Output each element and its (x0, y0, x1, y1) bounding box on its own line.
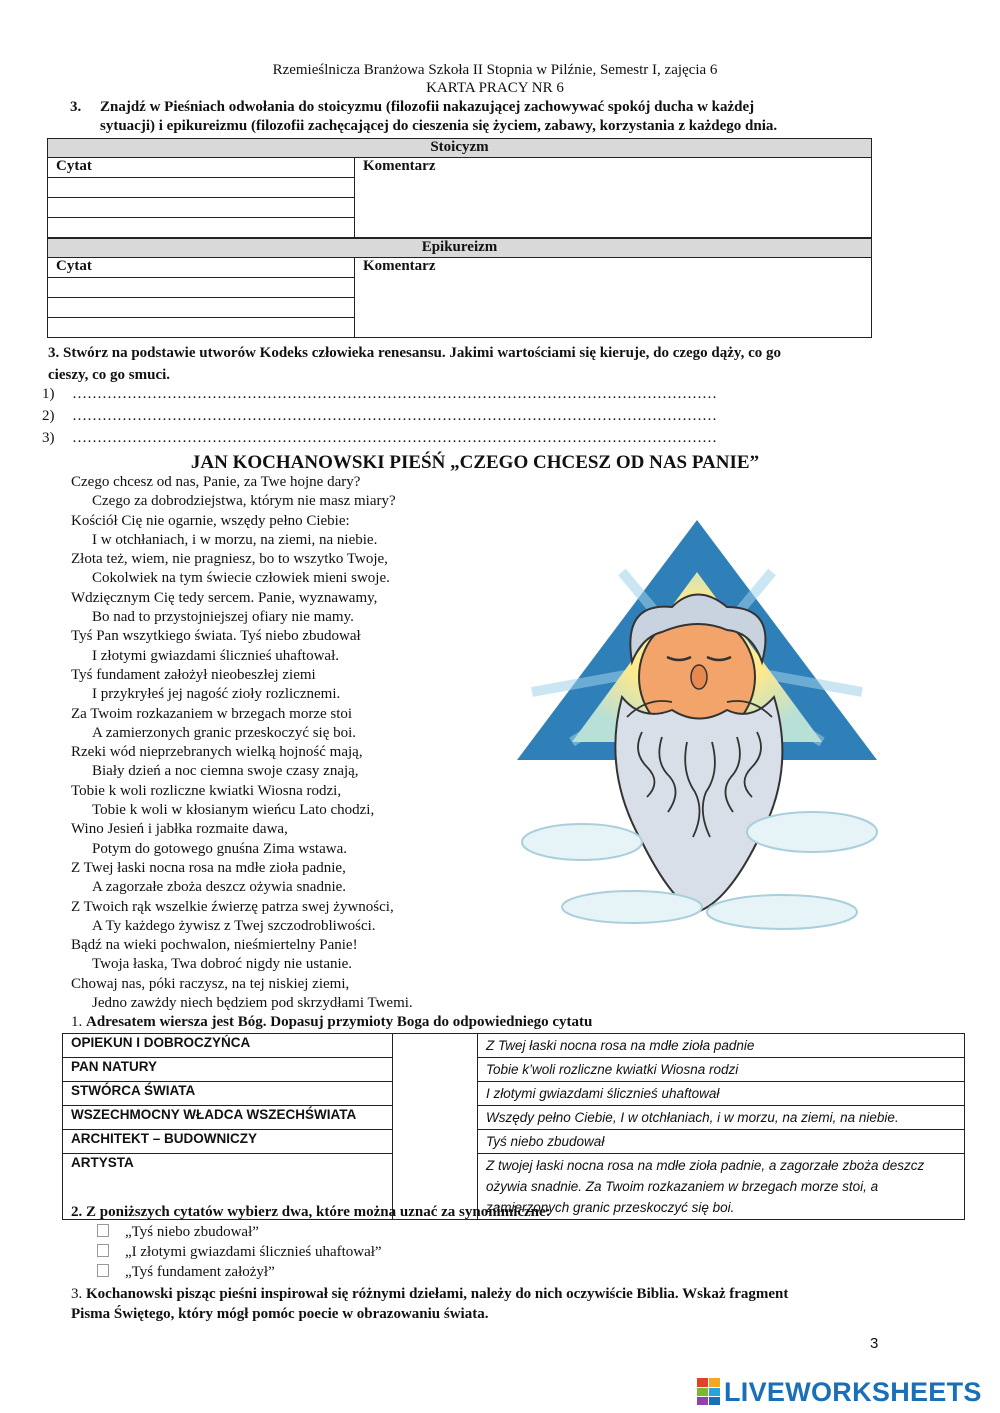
attribute-cell[interactable]: PAN NATURY (63, 1058, 393, 1082)
poem-text (71, 473, 491, 1013)
comment-header: Komentarz (363, 158, 436, 174)
quote-cell[interactable]: Tobie k’woli rozliczne kwiatki Wiosna rodzi (478, 1058, 965, 1082)
poem-line: I złotymi gwiazdami ślicznieś uhaftował. (92, 647, 340, 664)
poem-line: Wino Jesień i jabłka rozmaite dawa, (71, 821, 288, 838)
poem-line: Tobie k woli rozliczne kwiatki Wiosna rodzi, (71, 782, 342, 799)
poem-line: Tobie k woli w kłosianym wieńcu Lato chodzi, (92, 802, 375, 819)
task-stoic-epicure (70, 98, 882, 136)
poem-line: Rzeki wód nieprzebranych wielką hojność mają, (71, 744, 363, 761)
task-text-line2: sytuacji) i epikureizmu (filozofii zachęcającej do cieszenia się życiem, zabawy, korzystania z każdego dnia. (100, 118, 778, 134)
poem-line: Jedno zawżdy niech będziem pod skrzydłami Twemi. (92, 995, 413, 1012)
quote-cell[interactable]: Wszędy pełno Ciebie, I w otchłaniach, i w morzu, na ziemi, na niebie. (478, 1106, 965, 1130)
task-renaissance-code (48, 342, 878, 386)
school-line: Rzemieślnicza Branżowa Szkoła II Stopnia w Pilźnie, Semestr I, zajęcia 6 (272, 62, 718, 78)
quote-header: Cytat (48, 158, 355, 178)
poem-title: JAN KOCHANOWSKI PIEŚŃ „CZEGO CHCESZ OD NAS PANIE” (190, 452, 760, 473)
epikureizm-table (47, 238, 872, 338)
god-illustration-icon (512, 512, 882, 937)
poem-line: Biały dzień a noc ciemna swoje czasy znają, (92, 763, 359, 780)
comment-cell[interactable] (355, 158, 872, 238)
poem-line: Czego chcesz od nas, Panie, za Twe hojne dary? (71, 474, 361, 490)
card-title: KARTA PRACY NR 6 (426, 80, 564, 96)
attribute-cell[interactable]: ARCHITEKT – BUDOWNICZY (63, 1130, 393, 1154)
poem-line: I przykryłeś jej nagość zioły rozlicznemi. (92, 686, 341, 703)
poem-line: A zagorzałe zboża deszcz ożywia snadnie. (92, 879, 347, 896)
quote-cell[interactable] (48, 218, 355, 238)
task-number: 3. (70, 99, 82, 115)
attribute-cell[interactable]: ARTYSTA (63, 1154, 393, 1220)
brand-text: LIVEWORKSHEETS (724, 1377, 982, 1407)
answer-line-1[interactable]: 1) ………………………………………………………………………………………………………………… (42, 386, 717, 402)
poem-line: Bądź na wieki pochwalon, nieśmiertelny Panie! (71, 937, 358, 954)
option-3[interactable]: „Tyś fundament założył” (97, 1264, 275, 1281)
option-1[interactable]: „Tyś niebo zbudował” (97, 1224, 259, 1241)
poem-line: Złota też, wiem, nie pragniesz, bo to wszytko Twoje, (71, 551, 388, 568)
liveworksheets-logo (697, 1377, 982, 1408)
poem-line: Z Twej łaski nocna rosa na mdłe zioła padnie, (71, 859, 346, 876)
poem-line: Tyś Pan wszytkiego świata. Tyś niebo zbudował (71, 628, 361, 645)
logo-icon (697, 1378, 721, 1406)
poem-line: Kościół Cię nie ogarnie, wszędy pełno Ciebie: (71, 512, 350, 529)
poem-line: Z Twoich rąk wszelkie źwierzę patrza swej żywności, (71, 898, 394, 915)
attribute-cell[interactable]: STWÓRCA ŚWIATA (63, 1082, 393, 1106)
match-row (63, 1106, 965, 1130)
match-row (63, 1058, 965, 1082)
poem-line: A zamierzonych granic przeskoczyć się boi. (92, 724, 357, 741)
answer-line-2[interactable]: 2) ………………………………………………………………………………………………………………… (42, 408, 717, 424)
poem-line: Cokolwiek na tym świecie człowiek mieni swoje. (92, 570, 390, 587)
quote-cell[interactable] (48, 318, 355, 338)
task-synonyms: 2. Z poniższych cytatów wybierz dwa, które można uznać za synonimiczne: (71, 1204, 551, 1220)
poem-line: Bo nad to przystojniejszej ofiary nie mamy. (92, 609, 354, 626)
comment-cell[interactable] (355, 258, 872, 338)
poem-line: I w otchłaniach, i w morzu, na ziemi, na niebie. (92, 531, 378, 548)
epikureizm-header: Epikureizm (48, 239, 872, 258)
match-row (63, 1082, 965, 1106)
stoicyzm-header: Stoicyzm (48, 139, 872, 158)
match-row (63, 1130, 965, 1154)
poem-line: Za Twoim rozkazaniem w brzegach morze stoi (71, 705, 353, 722)
stoicyzm-table (47, 138, 872, 238)
task-match: 1. Adresatem wiersza jest Bóg. Dopasuj przymioty Boga do odpowiedniego cytatu (71, 1014, 593, 1030)
task-bible: 3. Kochanowski pisząc pieśni inspirował się różnymi dziełami, należy do nich oczywiście Biblia. Wskaż fragment Pisma Świętego, który mógł pomóc poecie w obrazowaniu świata. (71, 1286, 789, 1322)
page-number: 3 (870, 1335, 879, 1352)
task-text-line1: 3. Stwórz na podstawie utworów Kodeks człowieka renesansu. Jakimi wartościami się kieruje, do czego dąży, co go (48, 345, 782, 361)
poem-line: Tyś fundament założył nieobeszłej ziemi (71, 666, 316, 683)
poem-line: Chowaj nas, póki raczysz, na tej niskiej ziemi, (71, 975, 350, 992)
task-text-line2: cieszy, co go smuci. (48, 367, 171, 383)
quote-cell[interactable] (48, 178, 355, 198)
poem-line: Wdzięcznym Cię tedy sercem. Panie, wyznawamy, (71, 589, 378, 606)
match-gap (393, 1034, 478, 1220)
match-row (63, 1034, 965, 1058)
poem-line: Twoja łaska, Twa dobroć nigdy nie ustanie. (92, 956, 353, 973)
task-text-line1: Znajdź w Pieśniach odwołania do stoicyzmu (filozofii nakazującej zachowywać spokój ducha w każdej (100, 99, 755, 115)
attribute-cell[interactable]: WSZECHMOCNY WŁADCA WSZECHŚWIATA (63, 1106, 393, 1130)
checkbox-icon[interactable] (97, 1224, 109, 1237)
quote-cell[interactable] (48, 278, 355, 298)
poem-line: Potym do gotowego gnuśna Zima wstawa. (92, 840, 347, 857)
quote-cell[interactable] (48, 198, 355, 218)
quote-cell[interactable]: Tyś niebo zbudował (478, 1130, 965, 1154)
quote-header: Cytat (48, 258, 355, 278)
poem-line: Czego za dobrodziejstwa, którym nie masz miary? (92, 493, 396, 510)
checkbox-icon[interactable] (97, 1264, 109, 1277)
quote-cell[interactable]: Z twojej łaski nocna rosa na mdłe zioła padnie, a zagorzałe zboża deszcz ożywia snadnie. Za Twoim rozkazaniem w brzegach morze stoi, a zamierzonych granic przeskoczyć się boi. (478, 1154, 965, 1220)
quote-cell[interactable]: I złotymi gwiazdami ślicznieś uhaftował (478, 1082, 965, 1106)
attribute-cell[interactable]: OPIEKUN I DOBROCZYŃCA (63, 1034, 393, 1058)
option-2[interactable]: „I złotymi gwiazdami ślicznieś uhaftował” (97, 1244, 382, 1261)
answer-line-3[interactable]: 3) ………………………………………………………………………………………………………………… (42, 430, 717, 446)
quote-cell[interactable]: Z Twej łaski nocna rosa na mdłe zioła padnie (478, 1034, 965, 1058)
poem-line: A Ty każdego żywisz z Twej szczodrobliwości. (92, 917, 376, 934)
match-table (62, 1033, 965, 1220)
checkbox-icon[interactable] (97, 1244, 109, 1257)
comment-header: Komentarz (363, 258, 436, 274)
quote-cell[interactable] (48, 298, 355, 318)
